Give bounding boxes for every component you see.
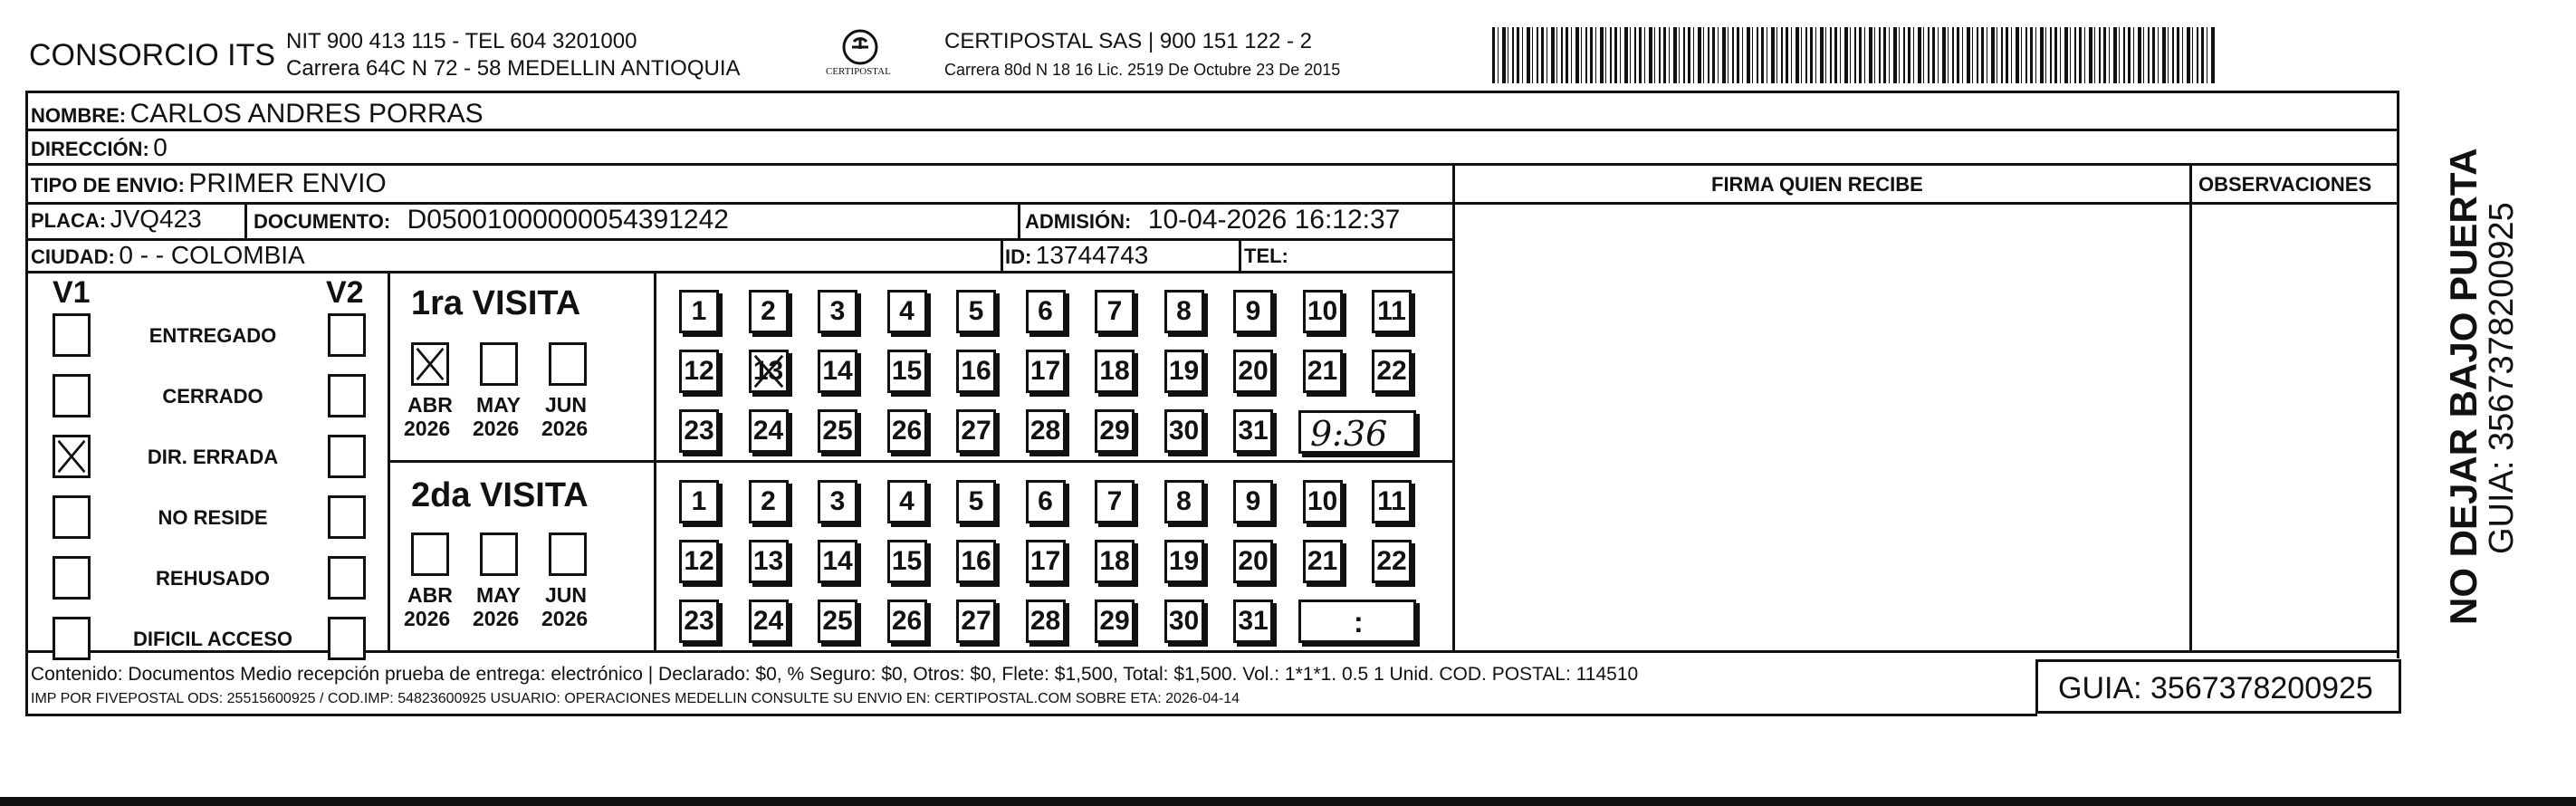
- second-visit-day-28[interactable]: 28: [1026, 600, 1066, 643]
- first-visit-day-21[interactable]: 21: [1303, 350, 1343, 393]
- first-visit-day-20[interactable]: 20: [1233, 350, 1273, 393]
- direccion-row: DIRECCIÓN: 0: [31, 133, 168, 161]
- rule: [244, 202, 247, 238]
- v1-checkbox[interactable]: [53, 374, 91, 417]
- first-visit-day-9[interactable]: 9: [1233, 290, 1273, 333]
- year-label: 2026: [473, 607, 520, 630]
- second-visit-day-17[interactable]: 17: [1026, 540, 1066, 583]
- imp-text: IMP POR FIVEPOSTAL ODS: 25515600925 / COD.IMP: 54823600925 USUARIO: OPERACIONES MEDELLIN CONSULTE SU ENVIO EN: CERTIPOSTAL.COM SOBRE ETA: 2026-04-14: [31, 691, 1240, 706]
- v2-checkbox[interactable]: [328, 556, 366, 600]
- month-label: ABR: [407, 583, 453, 607]
- rule: [25, 91, 2399, 93]
- first-visit-day-24[interactable]: 24: [749, 409, 789, 453]
- second-visit-day-31[interactable]: 31: [1233, 600, 1273, 643]
- first-visit-day-12[interactable]: 12: [679, 350, 719, 393]
- admision-row: ADMISIÓN: 10-04-2026 16:12:37: [1025, 205, 1401, 235]
- first-visit-month-checkbox-jun[interactable]: [549, 342, 587, 386]
- v1-checkbox[interactable]: [53, 556, 91, 600]
- second-visit-day-11[interactable]: 11: [1372, 480, 1412, 523]
- status-label: DIFICIL ACCESO: [132, 628, 292, 650]
- rule: [25, 650, 28, 715]
- year-label: 2026: [404, 417, 451, 440]
- address-line: Carrera 64C N 72 - 58 MEDELLIN ANTIOQUIA: [286, 56, 741, 81]
- first-visit-day-13[interactable]: 13: [749, 350, 789, 393]
- second-visit-day-5[interactable]: 5: [956, 480, 996, 523]
- first-visit-day-18[interactable]: 18: [1095, 350, 1135, 393]
- first-visit-month-checkbox-abr[interactable]: [411, 342, 449, 386]
- tel-label: TEL:: [1244, 245, 1288, 267]
- second-visit-day-21[interactable]: 21: [1303, 540, 1343, 583]
- year-label: 2026: [404, 607, 451, 630]
- month-label: JUN: [545, 583, 588, 607]
- first-visit-time[interactable]: 9:36: [1298, 410, 1416, 454]
- rule: [25, 91, 28, 663]
- second-visit-day-22[interactable]: 22: [1372, 540, 1412, 583]
- side-guia: GUIA: 3567378200925: [2483, 202, 2521, 554]
- v2-checkbox[interactable]: [328, 313, 366, 357]
- year-label: 2026: [541, 417, 589, 440]
- first-visit-day-28[interactable]: 28: [1026, 409, 1066, 453]
- bottom-edge: [0, 797, 2576, 806]
- second-visit-day-24[interactable]: 24: [749, 600, 789, 643]
- certipostal-line2: Carrera 80d N 18 16 Lic. 2519 De Octubre 23 De 2015: [944, 61, 1341, 79]
- status-label: DIR. ERRADA: [147, 446, 279, 468]
- documento-row: DOCUMENTO: D05001000000054391242: [254, 205, 729, 235]
- second-visit-day-1[interactable]: 1: [679, 480, 719, 523]
- first-visit-day-7[interactable]: 7: [1095, 290, 1135, 333]
- month-label: MAY: [476, 393, 521, 417]
- first-visit-day-6[interactable]: 6: [1026, 290, 1066, 333]
- second-visit-day-12[interactable]: 12: [679, 540, 719, 583]
- second-visit-day-6[interactable]: 6: [1026, 480, 1066, 523]
- first-visit-day-8[interactable]: 8: [1164, 290, 1204, 333]
- v2-checkbox[interactable]: [328, 617, 366, 660]
- nit-line: NIT 900 413 115 - TEL 604 3201000: [286, 29, 637, 53]
- rule: [2397, 91, 2399, 658]
- id-row: ID: 13744743: [1005, 241, 1149, 269]
- rule: [1001, 238, 1003, 271]
- second-visit-time[interactable]: :: [1298, 600, 1416, 643]
- guia-box: GUIA: 3567378200925: [2035, 659, 2401, 714]
- v2-checkbox[interactable]: [328, 435, 366, 478]
- first-visit-day-14[interactable]: 14: [818, 350, 857, 393]
- rule: [1239, 238, 1241, 271]
- firma-label: FIRMA QUIEN RECIBE: [1711, 173, 1923, 196]
- first-visit-day-2[interactable]: 2: [749, 290, 789, 333]
- v1-label: V1: [53, 275, 91, 310]
- rule: [25, 714, 2037, 716]
- first-visit-day-29[interactable]: 29: [1095, 409, 1135, 453]
- v2-checkbox[interactable]: [328, 495, 366, 539]
- observaciones-label: OBSERVACIONES: [2198, 173, 2372, 196]
- second-visit-day-9[interactable]: 9: [1233, 480, 1273, 523]
- year-label: 2026: [473, 417, 520, 440]
- certipostal-logo: CERTIPOSTAL: [822, 27, 898, 83]
- first-visit-day-19[interactable]: 19: [1164, 350, 1204, 393]
- month-label: JUN: [545, 393, 588, 417]
- barcode: [1492, 27, 2217, 83]
- month-label: ABR: [407, 393, 453, 417]
- second-visit-month-checkbox-abr[interactable]: [411, 533, 449, 576]
- first-visit-day-10[interactable]: 10: [1303, 290, 1343, 333]
- rule: [25, 163, 2399, 166]
- first-visit-day-5[interactable]: 5: [956, 290, 996, 333]
- contenido-text: Contenido: Documentos Medio recepción prueba de entrega: electrónico | Declarado: $0, % Seguro: $0, Otros: $0, Flete: $1,500, Total: $1,500. Vol.: 1*1*1. 0.5 1 Unid. COD. POSTAL: 114510: [31, 664, 1639, 685]
- no-dejar-bajo-puerta: NO DEJAR BAJO PUERTA: [2442, 148, 2485, 625]
- second-visit-day-25[interactable]: 25: [818, 600, 857, 643]
- first-visit-day-16[interactable]: 16: [956, 350, 996, 393]
- second-visit-day-18[interactable]: 18: [1095, 540, 1135, 583]
- placa-row: PLACA: JVQ423: [31, 205, 202, 233]
- second-visit-month-checkbox-may[interactable]: [480, 533, 518, 576]
- second-visit-day-16[interactable]: 16: [956, 540, 996, 583]
- second-visit-day-8[interactable]: 8: [1164, 480, 1204, 523]
- second-visit-day-27[interactable]: 27: [956, 600, 996, 643]
- status-label: ENTREGADO: [148, 324, 277, 347]
- month-label: MAY: [476, 583, 521, 607]
- second-visit-day-30[interactable]: 30: [1164, 600, 1204, 643]
- second-visit-day-10[interactable]: 10: [1303, 480, 1343, 523]
- company-name: CONSORCIO ITS: [29, 38, 276, 72]
- year-label: 2026: [541, 607, 589, 630]
- first-visit-day-15[interactable]: 15: [887, 350, 927, 393]
- first-visit-day-17[interactable]: 17: [1026, 350, 1066, 393]
- second-visit-day-3[interactable]: 3: [818, 480, 857, 523]
- rule: [388, 460, 1453, 463]
- first-visit-month-checkbox-may[interactable]: [480, 342, 518, 386]
- second-visit-day-2[interactable]: 2: [749, 480, 789, 523]
- second-visit-month-checkbox-jun[interactable]: [549, 533, 587, 576]
- v1-checkbox[interactable]: [53, 435, 91, 478]
- first-visit-day-1[interactable]: 1: [679, 290, 719, 333]
- second-visit-day-29[interactable]: 29: [1095, 600, 1135, 643]
- rule: [1452, 163, 1455, 650]
- v2-checkbox[interactable]: [328, 374, 366, 417]
- tipo-envio-row: TIPO DE ENVIO: PRIMER ENVIO: [31, 168, 387, 198]
- second-visit-day-20[interactable]: 20: [1233, 540, 1273, 583]
- status-label: CERRADO: [162, 385, 263, 408]
- rule: [25, 271, 1453, 273]
- ciudad-row: CIUDAD: 0 - - COLOMBIA: [31, 241, 305, 269]
- second-visit-day-15[interactable]: 15: [887, 540, 927, 583]
- second-visit-day-19[interactable]: 19: [1164, 540, 1204, 583]
- second-visit-day-23[interactable]: 23: [679, 600, 719, 643]
- rule: [25, 650, 2399, 653]
- first-visit-day-30[interactable]: 30: [1164, 409, 1204, 453]
- second-visit-day-4[interactable]: 4: [887, 480, 927, 523]
- status-label: REHUSADO: [156, 567, 270, 590]
- status-label: NO RESIDE: [158, 506, 268, 529]
- first-visit-day-26[interactable]: 26: [887, 409, 927, 453]
- second-visit-day-7[interactable]: 7: [1095, 480, 1135, 523]
- rule: [25, 129, 2399, 131]
- v1-checkbox[interactable]: [53, 313, 91, 357]
- second-visit-day-14[interactable]: 14: [818, 540, 857, 583]
- second-visit-label: 2da VISITA: [411, 476, 589, 514]
- nombre-row: NOMBRE: CARLOS ANDRES PORRAS: [31, 99, 484, 129]
- rule: [2189, 163, 2192, 650]
- first-visit-day-25[interactable]: 25: [818, 409, 857, 453]
- first-visit-label: 1ra VISITA: [411, 284, 581, 322]
- v1-checkbox[interactable]: [53, 495, 91, 539]
- second-visit-day-13[interactable]: 13: [749, 540, 789, 583]
- first-visit-day-3[interactable]: 3: [818, 290, 857, 333]
- v1-checkbox[interactable]: [53, 617, 91, 660]
- rule: [1018, 202, 1020, 238]
- v2-label: V2: [326, 275, 364, 310]
- first-visit-day-23[interactable]: 23: [679, 409, 719, 453]
- first-visit-day-27[interactable]: 27: [956, 409, 996, 453]
- second-visit-day-26[interactable]: 26: [887, 600, 927, 643]
- first-visit-day-31[interactable]: 31: [1233, 409, 1273, 453]
- first-visit-day-22[interactable]: 22: [1372, 350, 1412, 393]
- certipostal-line1: CERTIPOSTAL SAS | 900 151 122 - 2: [944, 29, 1312, 53]
- first-visit-day-11[interactable]: 11: [1372, 290, 1412, 333]
- first-visit-day-4[interactable]: 4: [887, 290, 927, 333]
